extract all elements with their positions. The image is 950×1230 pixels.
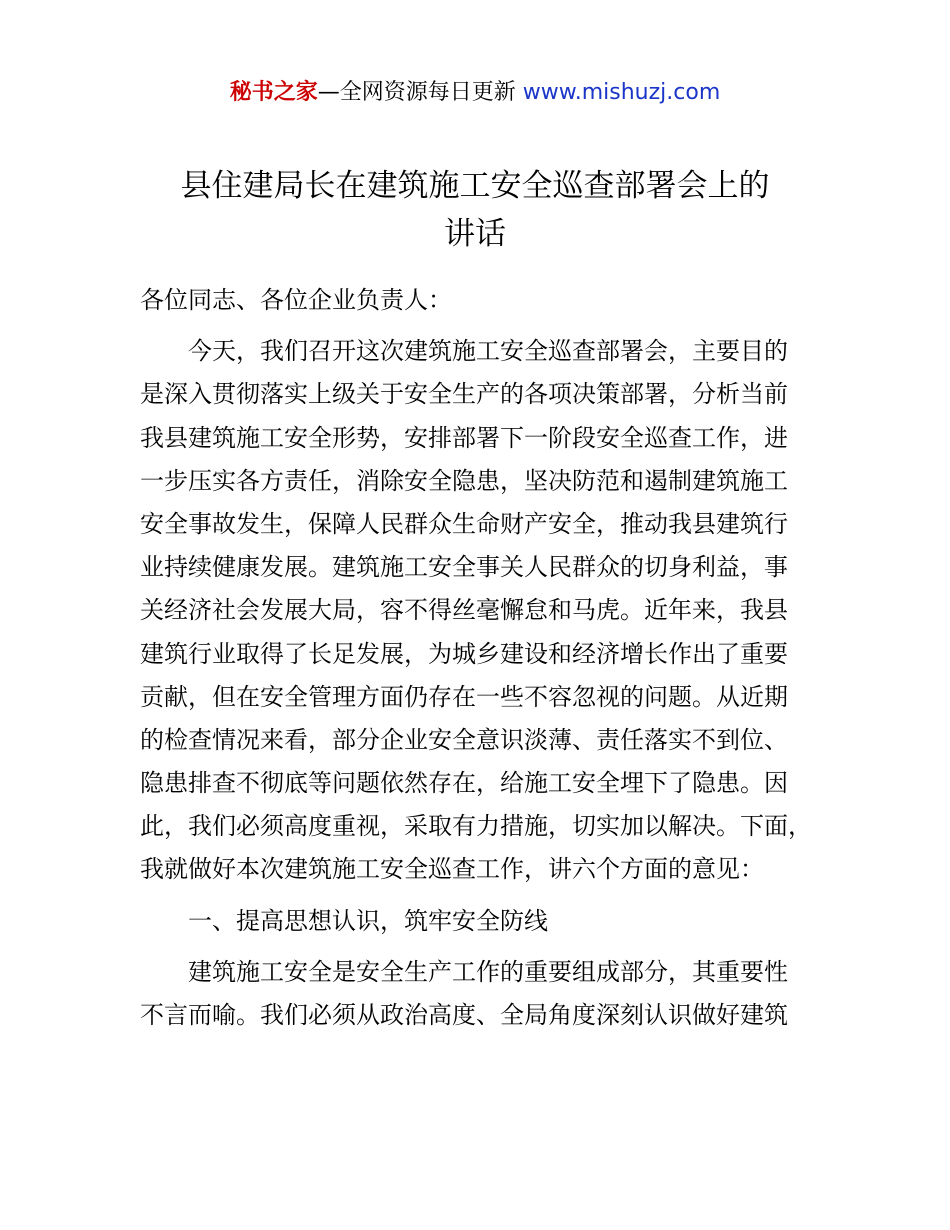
text-line: 此，我们必须高度重视，采取有力措施，切实加以解决。下面， [140,812,812,841]
header-tagline: —全网资源每日更新 [317,80,523,105]
paragraph-1 [140,330,812,891]
site-header [0,78,950,108]
text-line: 我县建筑施工安全形势，安排部署下一阶段安全巡查工作，进 [140,423,788,452]
text-line: 的检查情况来看，部分企业安全意识淡薄、责任落实不到位、 [140,725,788,754]
text-line: 关经济社会发展大局，容不得丝毫懈怠和马虎。近年来，我县 [140,596,788,625]
text-line: 隐患排查不彻底等问题依然存在，给施工安全埋下了隐患。因 [140,769,788,798]
text-line: 建筑施工安全是安全生产工作的重要组成部分，其重要性 [188,957,788,986]
document-title [140,162,810,258]
site-url-link[interactable]: www.mishuzj.com [522,80,721,105]
title-line: 讲话 [444,216,506,252]
text-line: 贡献，但在安全管理方面仍存在一些不容忽视的问题。从近期 [140,682,788,711]
title-line: 县住建局长在建筑施工安全巡查部署会上的 [180,168,770,204]
paragraph-2 [140,951,812,1037]
text-line: 建筑行业取得了长足发展，为城乡建设和经济增长作出了重要 [140,639,788,668]
text-line: 不言而喻。我们必须从政治高度、全局角度深刻认识做好建筑 [140,1001,788,1029]
text-line: 是深入贯彻落实上级关于安全生产的各项决策部署，分析当前 [140,380,788,409]
brand-name: 秘书之家 [229,80,318,105]
document-body [140,279,812,1037]
text-line: 一步压实各方责任，消除安全隐患，坚决防范和遏制建筑施工 [140,466,788,495]
text-line: 业持续健康发展。建筑施工安全事关人民群众的切身利益，事 [140,553,788,582]
text-line: 安全事故发生，保障人民群众生命财产安全，推动我县建筑行 [140,509,788,538]
salutation: 各位同志、各位企业负责人： [140,286,452,314]
text-line: 我就做好本次建筑施工安全巡查工作，讲六个方面的意见： [140,855,764,884]
section-heading: 一、提高思想认识，筑牢安全防线 [188,906,548,935]
text-line: 今天，我们召开这次建筑施工安全巡查部署会，主要目的 [188,337,788,366]
